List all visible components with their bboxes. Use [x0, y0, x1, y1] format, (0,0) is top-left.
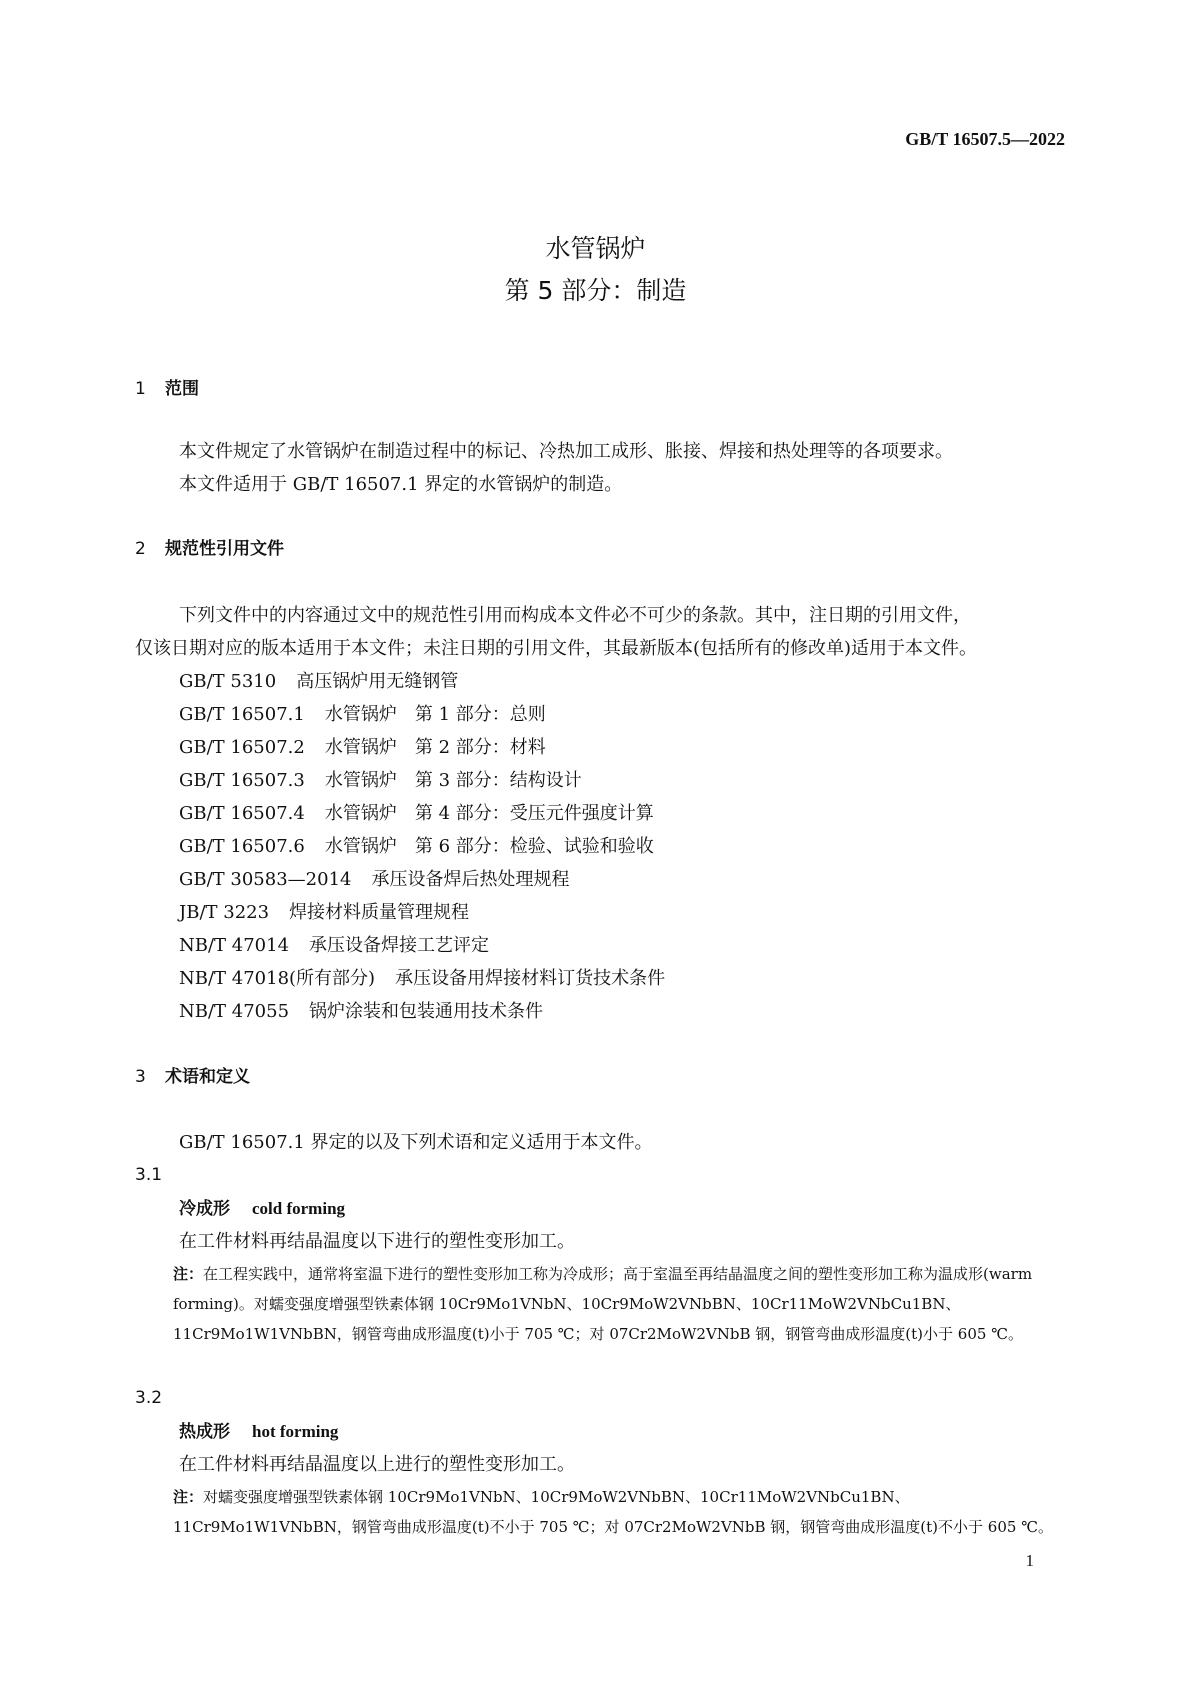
- section-3-heading: [135, 1069, 250, 1086]
- section-title: 规范性引用文件: [165, 539, 284, 559]
- paragraph: 仅该日期对应的版本适用于本文件；未注日期的引用文件，其最新版本(包括所有的修改单)适用于本文件。: [135, 638, 978, 659]
- note-text: 对蠕变强度增强型铁素体钢 10Cr9Mo1VNbN、10Cr9MoW2VNbBN、10Cr11MoW2VNbCu1BN、11Cr9Mo1W1VNbBN，钢管弯曲成形温度(t)不小于 705 ℃；对 07Cr2MoW2VNbB 钢，钢管弯曲成形温度(t)不小于 605 ℃。: [173, 1488, 1053, 1536]
- title-line-2: 第 5 部分：制造: [504, 276, 687, 305]
- reference-title: 焊接材料质量管理规程: [289, 902, 470, 923]
- reference-code: GB/T 30583—2014: [179, 869, 352, 890]
- reference-item: [179, 904, 469, 922]
- reference-title: 水管锅炉 第 3 部分：结构设计: [324, 770, 582, 791]
- section-1-heading: [135, 381, 199, 398]
- reference-item: [179, 706, 546, 724]
- note: [173, 1259, 1065, 1349]
- term-number: 3.2: [135, 1388, 163, 1408]
- reference-item: [179, 772, 582, 790]
- reference-item: [179, 970, 665, 988]
- paragraph: 本文件规定了水管锅炉在制造过程中的标记、冷热加工成形、胀接、焊接和热处理等的各项要求。: [179, 441, 953, 462]
- reference-code: NB/T 47014: [179, 935, 290, 956]
- term-heading: [179, 1200, 345, 1218]
- reference-item: [179, 739, 546, 757]
- reference-code: GB/T 5310: [179, 671, 277, 692]
- term-definition: 在工件材料再结晶温度以下进行的塑性变形加工。: [179, 1231, 575, 1252]
- reference-title: 高压锅炉用无缝钢管: [296, 671, 459, 692]
- section-number: 2: [135, 539, 146, 559]
- term-heading: [179, 1423, 338, 1441]
- section-2-heading: [135, 541, 284, 558]
- section-title: 范围: [165, 379, 199, 399]
- paragraph: 本文件适用于 GB/T 16507.1 界定的水管锅炉的制造。: [179, 474, 623, 495]
- reference-code: GB/T 16507.1: [179, 704, 305, 725]
- reference-code: GB/T 16507.3: [179, 770, 305, 791]
- reference-item: [179, 838, 654, 856]
- reference-item: [179, 1003, 543, 1021]
- section-number: 1: [135, 379, 146, 399]
- reference-title: 水管锅炉 第 2 部分：材料: [324, 737, 546, 758]
- reference-title: 锅炉涂装和包装通用技术条件: [309, 1001, 544, 1022]
- term-number: 3.1: [135, 1165, 163, 1185]
- document-number: GB/T 16507.5—2022: [905, 129, 1065, 149]
- reference-item: [179, 937, 489, 955]
- page-number: 1: [1025, 1551, 1034, 1570]
- reference-code: GB/T 16507.4: [179, 803, 305, 824]
- reference-code: GB/T 16507.2: [179, 737, 305, 758]
- note-label: 注：: [173, 1265, 204, 1283]
- reference-item: [179, 673, 458, 691]
- reference-title: 水管锅炉 第 6 部分：检验、试验和验收: [324, 836, 654, 857]
- note-text: 在工程实践中，通常将室温下进行的塑性变形加工称为冷成形；高于室温至再结晶温度之间的塑性变形加工称为温成形(warm forming)。对蠕变强度增强型铁素体钢 10Cr9Mo1VNbN、10Cr9MoW2VNbBN、10Cr11MoW2VNbCu1BN、11Cr9Mo1W1VNbBN，钢管弯曲成形温度(t)小于 705 ℃；对 07Cr2MoW2VNbB 钢，钢管弯曲成形温度(t)小于 605 ℃。: [173, 1265, 1033, 1343]
- reference-title: 承压设备用焊接材料订货技术条件: [395, 968, 666, 989]
- title-line-1: 水管锅炉: [545, 234, 646, 263]
- reference-title: 水管锅炉 第 4 部分：受压元件强度计算: [324, 803, 654, 824]
- term-zh: 热成形: [179, 1422, 230, 1442]
- term-en: cold forming: [252, 1199, 346, 1218]
- reference-title: 水管锅炉 第 1 部分：总则: [324, 704, 546, 725]
- reference-item: [179, 871, 569, 889]
- reference-code: GB/T 16507.6: [179, 836, 305, 857]
- reference-item: [179, 805, 654, 823]
- reference-code: JB/T 3223: [179, 902, 270, 923]
- term-definition: 在工件材料再结晶温度以上进行的塑性变形加工。: [179, 1454, 575, 1475]
- paragraph: 下列文件中的内容通过文中的规范性引用而构成本文件必不可少的条款。其中，注日期的引用文件，: [179, 605, 971, 626]
- section-number: 3: [135, 1067, 146, 1087]
- section-title: 术语和定义: [165, 1067, 250, 1087]
- reference-code: NB/T 47055: [179, 1001, 290, 1022]
- paragraph: GB/T 16507.1 界定的以及下列术语和定义适用于本文件。: [179, 1132, 653, 1153]
- reference-title: 承压设备焊后热处理规程: [371, 869, 570, 890]
- term-en: hot forming: [252, 1422, 339, 1441]
- note: [173, 1482, 1065, 1542]
- term-zh: 冷成形: [179, 1199, 230, 1219]
- reference-title: 承压设备焊接工艺评定: [309, 935, 490, 956]
- reference-code: NB/T 47018(所有部分): [179, 968, 376, 989]
- note-label: 注：: [173, 1488, 204, 1506]
